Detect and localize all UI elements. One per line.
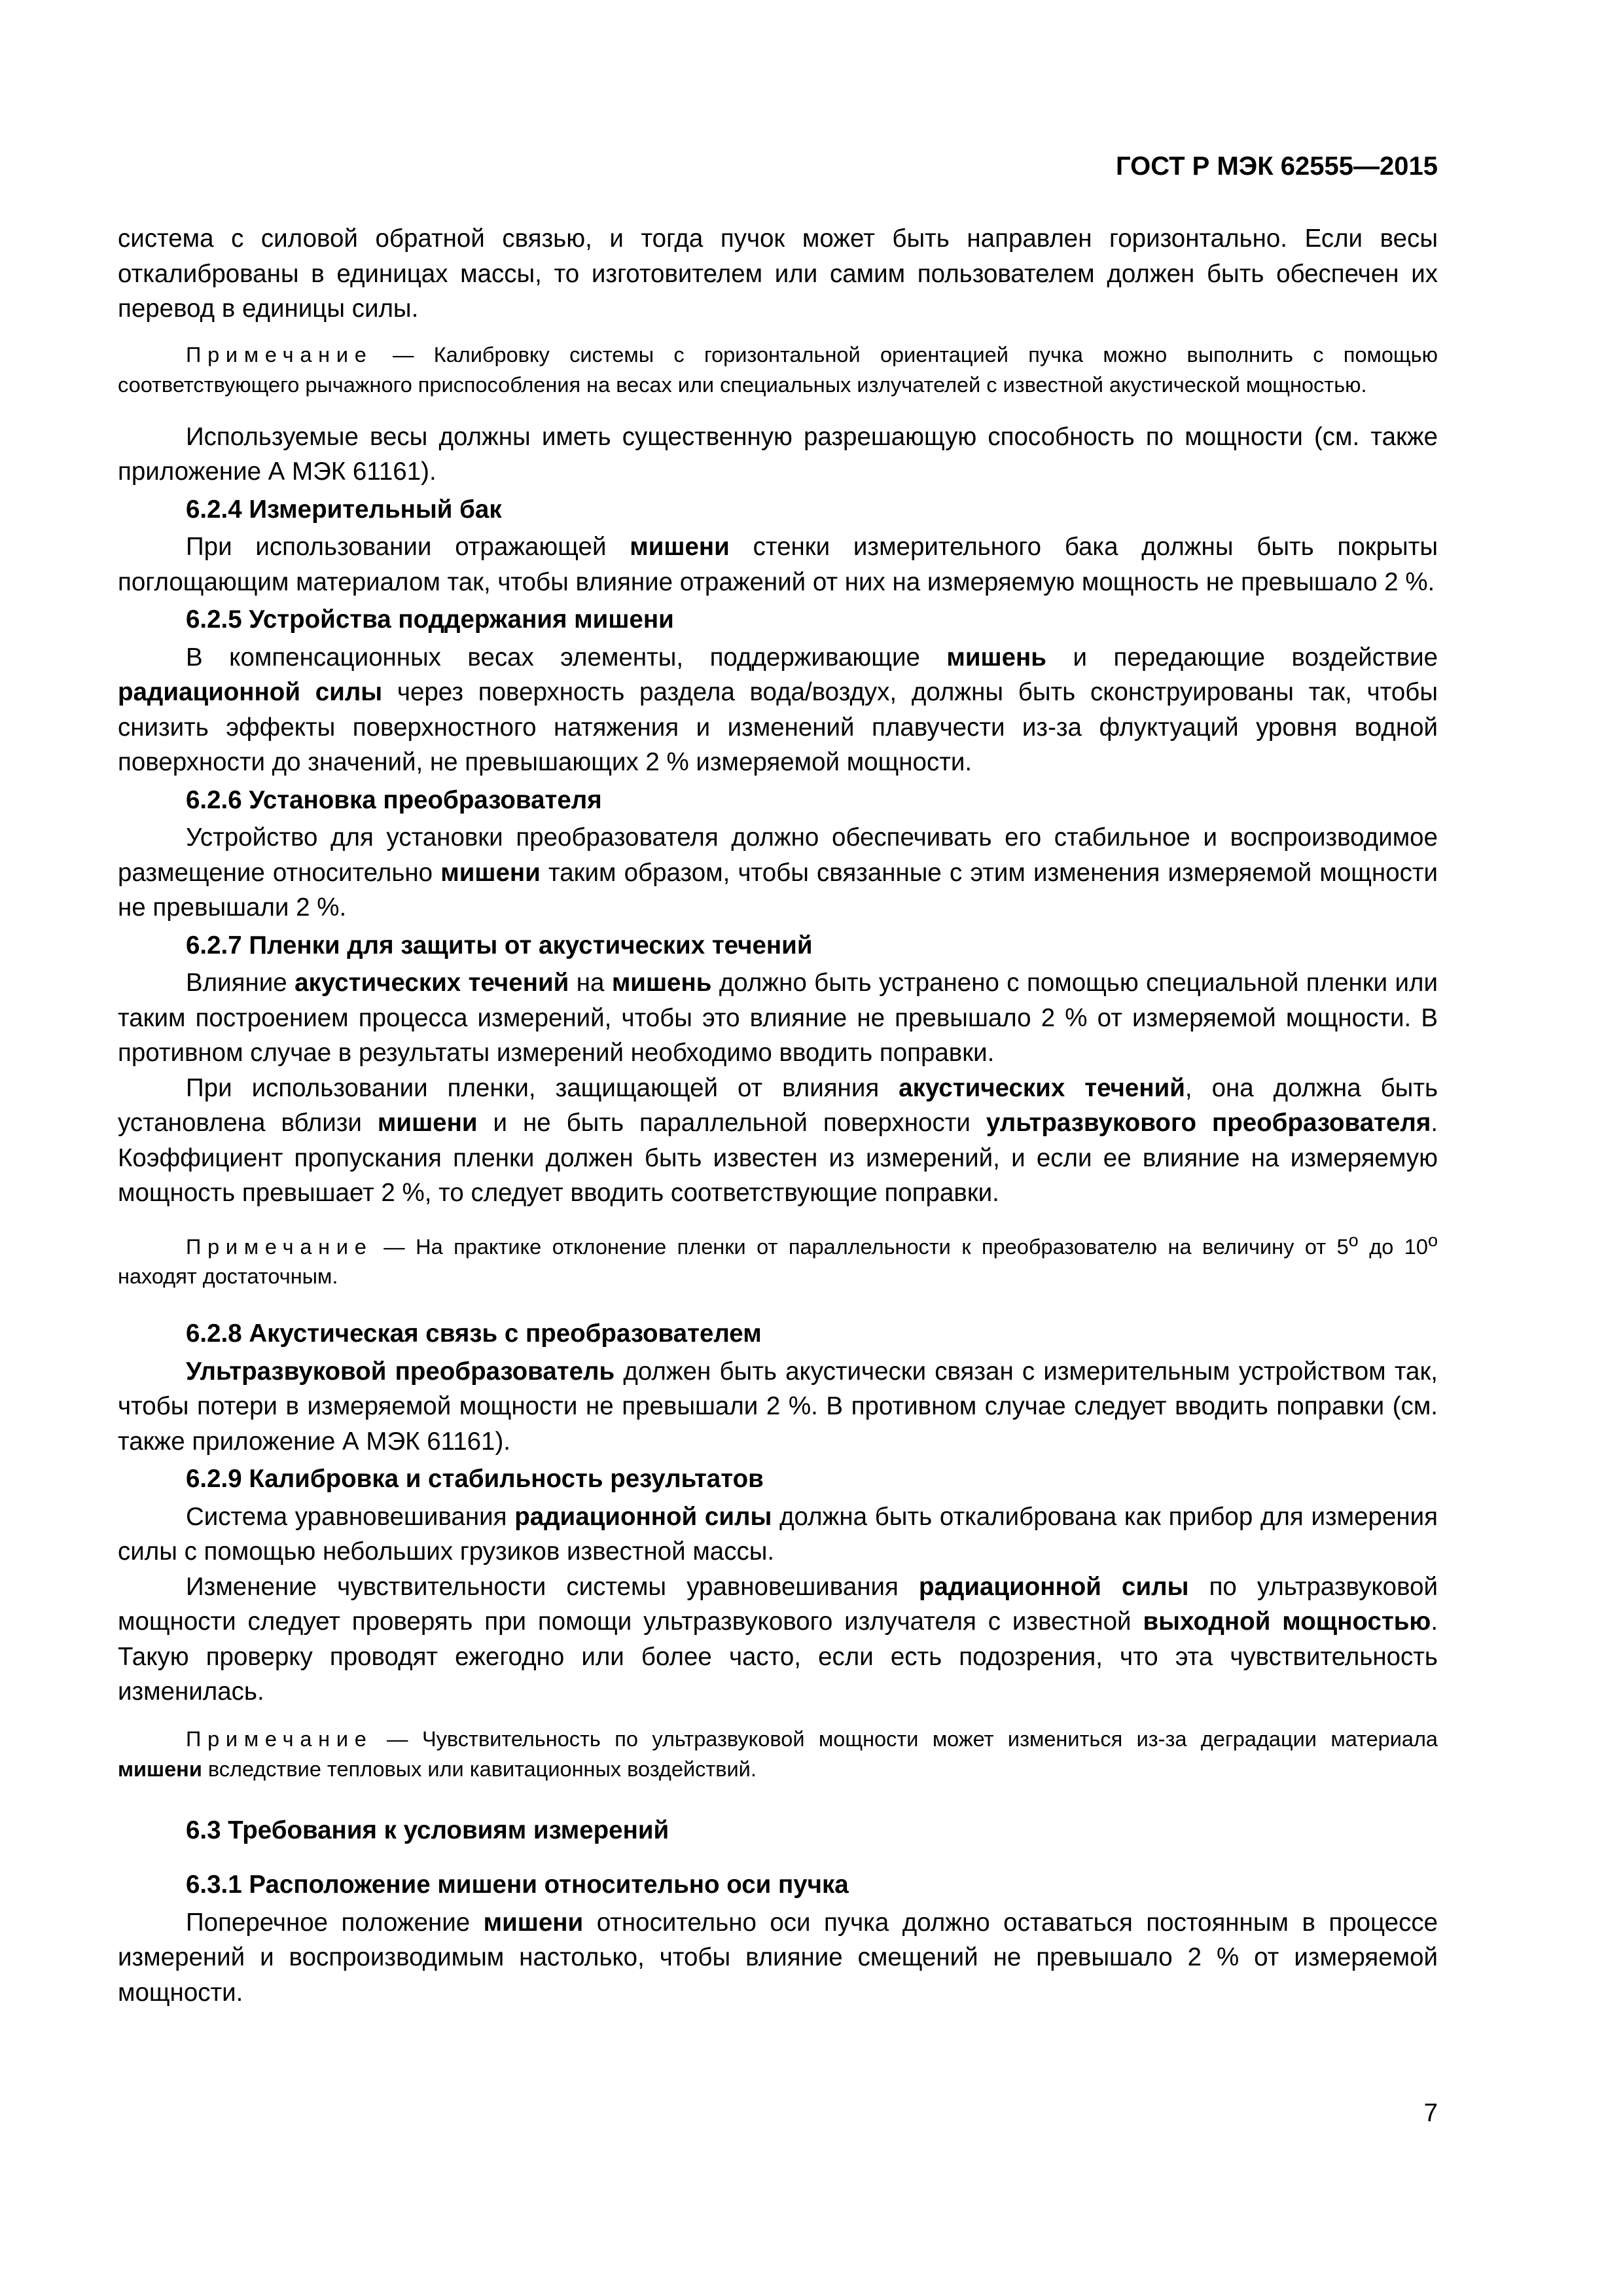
paragraph bbox=[118, 1499, 1438, 1570]
text: и не быть параллельной поверхности bbox=[477, 1109, 986, 1137]
text: В компенсационных весах элементы, поддерживающие bbox=[186, 643, 947, 672]
paragraph bbox=[118, 1071, 1438, 1211]
section-heading-6-3: 6.3 Требования к условиям измерений bbox=[186, 1816, 669, 1844]
term: Ультразвуковой преобразователь bbox=[186, 1357, 615, 1386]
paragraph: Используемые весы должны иметь существенную разрешающую способность по мощности (см. также приложение А МЭК 61161). bbox=[118, 422, 1438, 486]
note-label: Примечание bbox=[186, 1234, 373, 1259]
section-heading-6-2-8: 6.2.8 Акустическая связь с преобразователем bbox=[186, 1319, 762, 1348]
term: радиационной силы bbox=[514, 1502, 772, 1531]
note bbox=[118, 1225, 1438, 1292]
paragraph bbox=[118, 1354, 1438, 1460]
note bbox=[118, 1724, 1438, 1784]
text: должна быть откалибрована как прибор для измерения силы с помощью небольших грузиков известной массы. bbox=[118, 1502, 1438, 1566]
paragraph bbox=[118, 820, 1438, 925]
note-label: Примечание bbox=[186, 342, 373, 367]
term: радиационной силы bbox=[918, 1572, 1189, 1601]
text: должен быть акустически связан с измерительным устройством так, чтобы потери в измеряемой мощности не превышали 2 %. В противном случае следует вводить поправки (см. также приложение А МЭК 61161). bbox=[118, 1357, 1438, 1456]
paragraph bbox=[118, 640, 1438, 780]
note-text: находят достаточным. bbox=[118, 1265, 338, 1289]
text: и передающие воздействие bbox=[1046, 643, 1438, 672]
note bbox=[118, 340, 1438, 400]
text: . Коэффициент пропускания пленки должен быть известен из измерений, и если ее влияние на измеряемую мощность превышает 2 %, то следует вводить соответствующие поправки. bbox=[118, 1109, 1438, 1207]
note-text: — Чувствительность по ультразвуковой мощности может измениться из-за деградации материала bbox=[372, 1727, 1438, 1751]
note-text: до 10 bbox=[1358, 1234, 1428, 1259]
term: мишень bbox=[946, 643, 1046, 672]
term: мишени bbox=[440, 858, 541, 887]
term: акустических течений bbox=[294, 969, 569, 997]
text: по ультразвуковой мощности следует проверять при помощи ультразвукового излучателя с известной bbox=[118, 1572, 1438, 1636]
paragraph bbox=[118, 1905, 1438, 2011]
section-heading-6-2-4: 6.2.4 Измерительный бак bbox=[186, 495, 502, 524]
paragraph bbox=[118, 1570, 1438, 1710]
text: должно быть устранено с помощью специальной пленки или таким построением процесса измерений, чтобы это влияние не превышало 2 % от измеряемой мощности. В противном случае в результаты измерений необходимо вводить поправки. bbox=[118, 969, 1438, 1067]
section-heading-6-2-9: 6.2.9 Калибровка и стабильность результатов bbox=[186, 1465, 764, 1494]
term: мишени bbox=[630, 533, 730, 561]
section-heading-6-2-6: 6.2.6 Установка преобразователя bbox=[186, 785, 602, 814]
text: , она должна быть установлена вблизи bbox=[118, 1073, 1438, 1137]
term: акустических течений bbox=[899, 1073, 1185, 1102]
term: мишень bbox=[611, 969, 712, 997]
text: на bbox=[569, 969, 612, 997]
note-text: — Калибровку системы с горизонтальной ориентацией пучка можно выполнить с помощью соответствующего рычажного приспособления на весах или специальных излучателей с известной акустической мощностью. bbox=[118, 342, 1438, 397]
term: мишени bbox=[483, 1908, 584, 1937]
text: Влияние bbox=[186, 969, 295, 997]
section-heading-6-2-5: 6.2.5 Устройства поддержания мишени bbox=[186, 605, 674, 634]
text: При использовании отражающей bbox=[186, 533, 630, 561]
document-header: ГОСТ Р МЭК 62555—2015 bbox=[1115, 152, 1438, 181]
paragraph bbox=[118, 965, 1438, 1071]
note-label: Примечание bbox=[186, 1727, 373, 1751]
note-text: вследствие тепловых или кавитационных воздействий. bbox=[202, 1757, 757, 1781]
paragraph: система с силовой обратной связью, и тогда пучок может быть направлен горизонтально. Если весы откалиброваны в единицах массы, то изготовителем или самим пользователем должен быть обеспечен их перевод в единицы силы. bbox=[118, 224, 1438, 323]
section-heading-6-2-7: 6.2.7 Пленки для защиты от акустических течений bbox=[186, 931, 813, 960]
term: радиационной силы bbox=[118, 678, 383, 706]
text: через поверхность раздела вода/воздух, должны быть сконструированы так, чтобы снизить эффекты поверхностного натяжения и изменений плавучести из-за флуктуаций уровня водной поверхности до значений, не превышающих 2 % измеряемой мощности. bbox=[118, 678, 1438, 776]
section-heading-6-3-1: 6.3.1 Расположение мишени относительно оси пучка bbox=[186, 1871, 849, 1899]
degree-mark: o bbox=[1348, 1229, 1359, 1250]
paragraph bbox=[118, 529, 1438, 600]
page-number: 7 bbox=[1423, 2099, 1438, 2127]
term: мишени bbox=[118, 1757, 202, 1781]
degree-mark: o bbox=[1427, 1229, 1438, 1250]
term: выходной мощностью bbox=[1143, 1607, 1431, 1636]
document-body bbox=[118, 221, 1438, 2010]
text: Изменение чувствительности системы уравновешивания bbox=[186, 1572, 919, 1601]
text: При использовании пленки, защищающей от влияния bbox=[186, 1073, 899, 1102]
text: Поперечное положение bbox=[186, 1908, 484, 1937]
text: . Такую проверку проводят ежегодно или более часто, если есть подозрения, что эта чувствительность изменилась. bbox=[118, 1607, 1438, 1706]
text: относительно оси пучка должно оставаться постоянным в процессе измерений и воспроизводимым настолько, чтобы влияние смещений не превышало 2 % от измеряемой мощности. bbox=[118, 1908, 1438, 2007]
text: Устройство для установки преобразователя должно обеспечивать его стабильное и воспроизводимое размещение относительно bbox=[118, 823, 1438, 887]
term: ультразвукового преобразователя bbox=[986, 1109, 1431, 1137]
text: стенки измерительного бака должны быть покрыты поглощающим материалом так, чтобы влияние отражений от них на измеряемую мощность не превышало 2 %. bbox=[118, 533, 1438, 596]
text: таким образом, чтобы связанные с этим изменения измеряемой мощности не превышали 2 %. bbox=[118, 858, 1438, 922]
note-text: — На практике отклонение пленки от параллельности к преобразователю на величину от 5 bbox=[372, 1234, 1349, 1259]
text: Система уравновешивания bbox=[186, 1502, 515, 1531]
term: мишени bbox=[377, 1109, 478, 1137]
